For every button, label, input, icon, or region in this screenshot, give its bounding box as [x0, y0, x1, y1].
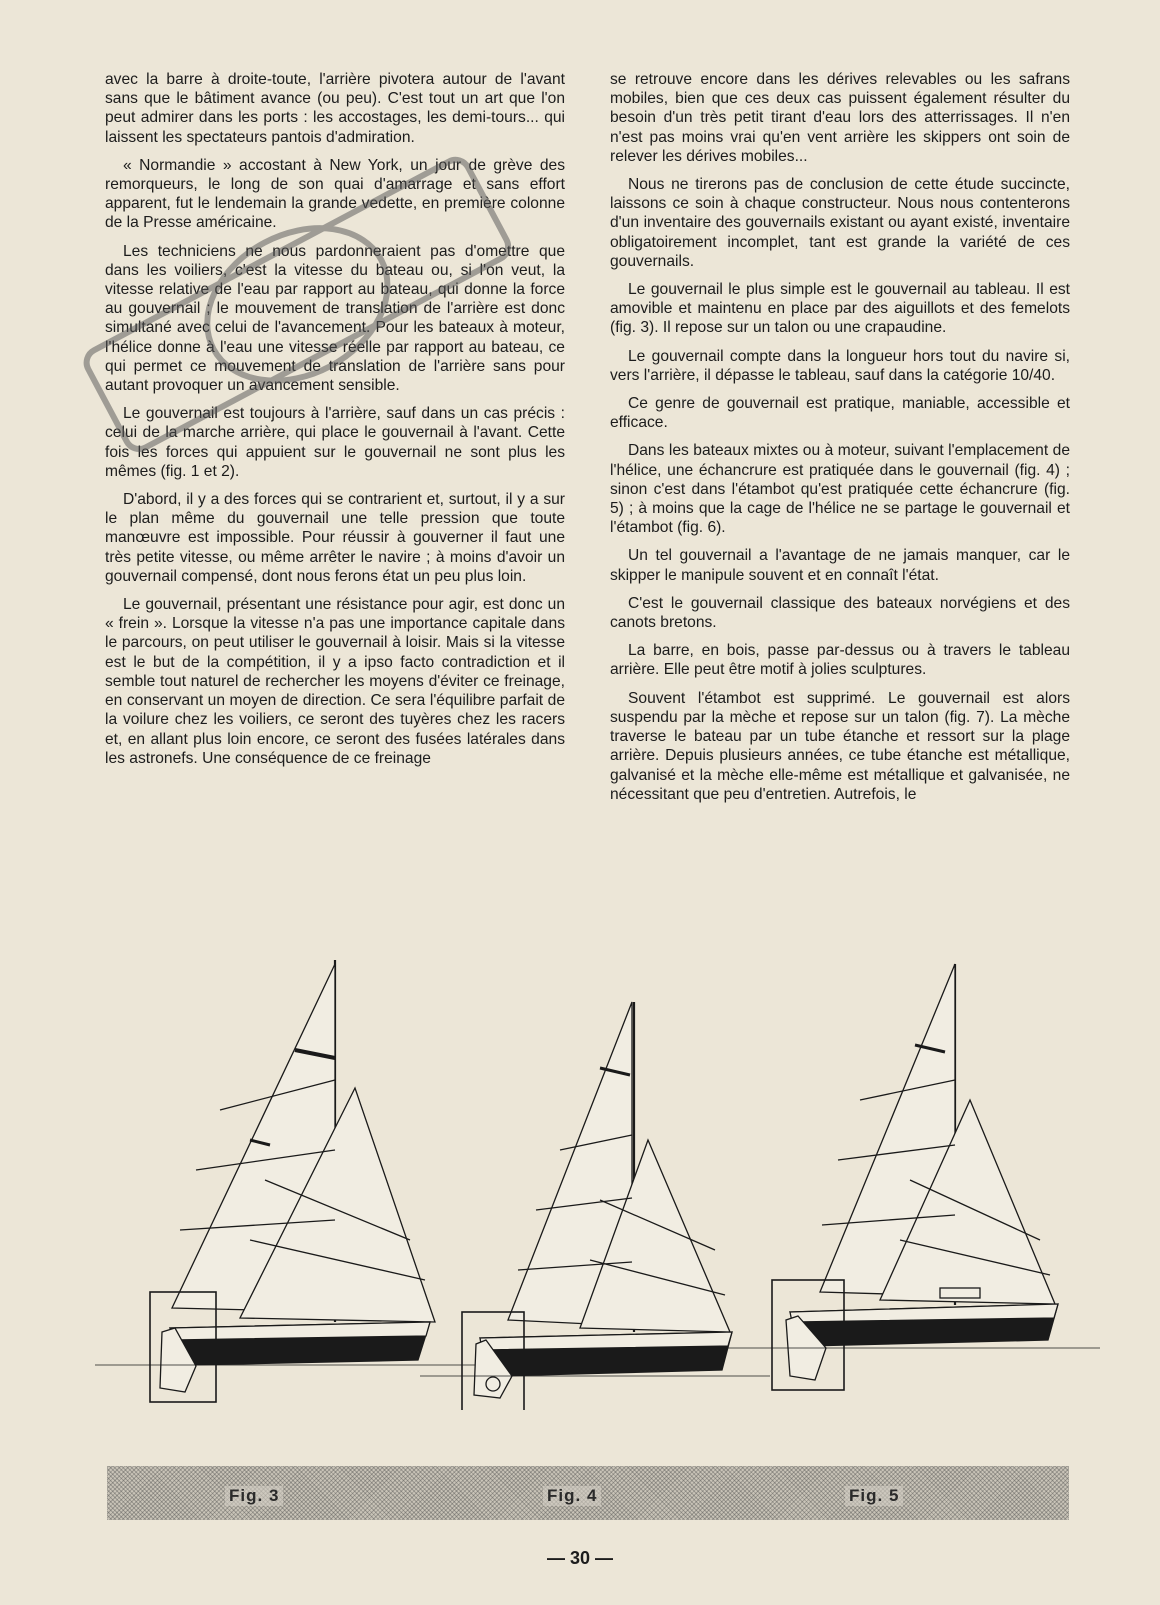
sailboat-fig3: [95, 960, 500, 1402]
sailboat-fig4: [420, 1002, 770, 1410]
paragraph: se retrouve encore dans les dérives relevables ou les safrans mobiles, bien que ces deux cas puissent également résulter du besoin d'un très petit tirant d'eau lors des atterrissages. Il n'en n'est pas moins vrai qu'en vent arrière les skippers ont soin de relever les dérives mobiles...: [610, 71, 1070, 165]
page-number: — 30 —: [546, 1548, 614, 1568]
paragraph: Nous ne tirerons pas de conclusion de cette étude succincte, laissons ce soin à chaque constructeur. Nous nous contenterons d'un inventaire des gouvernails existant ou ayant existé, inventaire obligatoirement incomplet, tant est grande la variété de ces gouvernails.: [610, 176, 1070, 270]
paragraph: Le gouvernail, présentant une résistance pour agir, est donc un « frein ». Lorsque la vitesse n'a pas une importance capitale dans le parcours, on peut utiliser le gouvernail à loisir. Mais si la vitesse est le but de la compétition, il y a ipso facto contradiction et il semble tout naturel de rechercher les moyens d'éviter ce freinage, en conservant un moyen de direction. Ce sera l'équilibre parfait de la voilure chez les voiliers, ce seront des tuyères chez les racers et, en allant plus loin encore, ce seront des fusées latérales dans les astronefs. Une conséquence de ce freinage: [105, 596, 565, 767]
right-text-column: [610, 70, 1070, 813]
figure-caption-band: [107, 1466, 1069, 1520]
left-text-column: [105, 70, 565, 777]
paragraph: La barre, en bois, passe par-dessus ou à travers le tableau arrière. Elle peut être motif à jolies sculptures.: [610, 642, 1070, 679]
paragraph: C'est le gouvernail classique des bateaux norvégiens et des canots bretons.: [610, 594, 1070, 632]
caption-fig3: Fig. 3: [225, 1486, 283, 1506]
caption-fig5: Fig. 5: [845, 1486, 903, 1506]
paragraph: Le gouvernail compte dans la longueur hors tout du navire si, vers l'arrière, il dépasse le tableau, sauf dans la catégorie 10/40.: [610, 347, 1070, 384]
paragraph: « Normandie » accostant à New York, un jour de grève des remorqueurs, le long de son quai d'amarrage et sans effort apparent, fut le lendemain la grande vedette, en première colonne de la Presse américaine.: [105, 156, 565, 232]
paragraph: Le gouvernail est toujours à l'arrière, sauf dans un cas précis : celui de la marche arrière, qui place le gouvernail à l'avant. Cette fois les forces qui appuient sur le gouvernail ne sont plus les mêmes (fig. 1 et 2).: [105, 405, 565, 480]
paragraph: Souvent l'étambot est supprimé. Le gouvernail est alors suspendu par la mèche et repose sur un talon (fig. 7). La mèche traverse le bateau par un tube étanche et ressort sur la plage arrière. Depuis plusieurs années, ce tube étanche est métallique, galvanisé et la mèche elle-même est métallique et galvanisée, ne nécessitant que peu d'entretien. Autrefois, le: [610, 689, 1070, 803]
paragraph: Un tel gouvernail a l'avantage de ne jamais manquer, car le skipper le manipule souvent et en connaît l'état.: [610, 547, 1070, 584]
paragraph: D'abord, il y a des forces qui se contrarient et, surtout, il y a sur le plan même du gouvernail une telle pression que toute manœuvre est impossible. Pour réussir à gouverner il faut une très petite vitesse, ou même arrêter le navire ; à moins d'avoir un gouvernail compensé, dont nous ferons état un peu plus loin.: [105, 491, 565, 585]
caption-fig4: Fig. 4: [543, 1486, 601, 1506]
paragraph: Les techniciens ne nous pardonneraient pas d'omettre que dans les voiliers, c'est la vitesse du bateau ou, si l'on veut, la vitesse relative de l'eau par rapport au bateau, qui donne la force au gouvernail ; le mouvement de translation de l'arrière est donc simultané avec celui de l'avancement. Pour les bateaux à moteur, l'hélice donne à l'eau une vitesse réelle par rapport au bateau, ce qui permet ce mouvement de translation de l'arrière sans pour autant provoquer un avancement sensible.: [105, 242, 565, 395]
paragraph: Dans les bateaux mixtes ou à moteur, suivant l'emplacement de l'hélice, une échancrure est pratiquée dans le gouvernail (fig. 4) ; sinon c'est dans l'étambot qu'est pratiquée cette échancrure (fig. 5) ; à moins que la cage de l'hélice ne se partage le gouvernail et l'étambot (fig. 6).: [610, 442, 1070, 537]
paragraph: avec la barre à droite-toute, l'arrière pivotera autour de l'avant sans que le bâtiment avance (ou peu). C'est tout un art que l'on peut admirer dans les ports : les accostages, les demi-tours... qui laissent les spectateurs pantois d'admiration.: [105, 71, 565, 146]
sailboat-fig5: [700, 964, 1100, 1390]
paragraph: Le gouvernail le plus simple est le gouvernail au tableau. Il est amovible et maintenu en place par des aiguillots et des femelots (fig. 3). Il repose sur un talon ou une crapaudine.: [610, 281, 1070, 337]
paragraph: Ce genre de gouvernail est pratique, maniable, accessible et efficace.: [610, 395, 1070, 432]
sailboat-figures: [0, 940, 1160, 1410]
